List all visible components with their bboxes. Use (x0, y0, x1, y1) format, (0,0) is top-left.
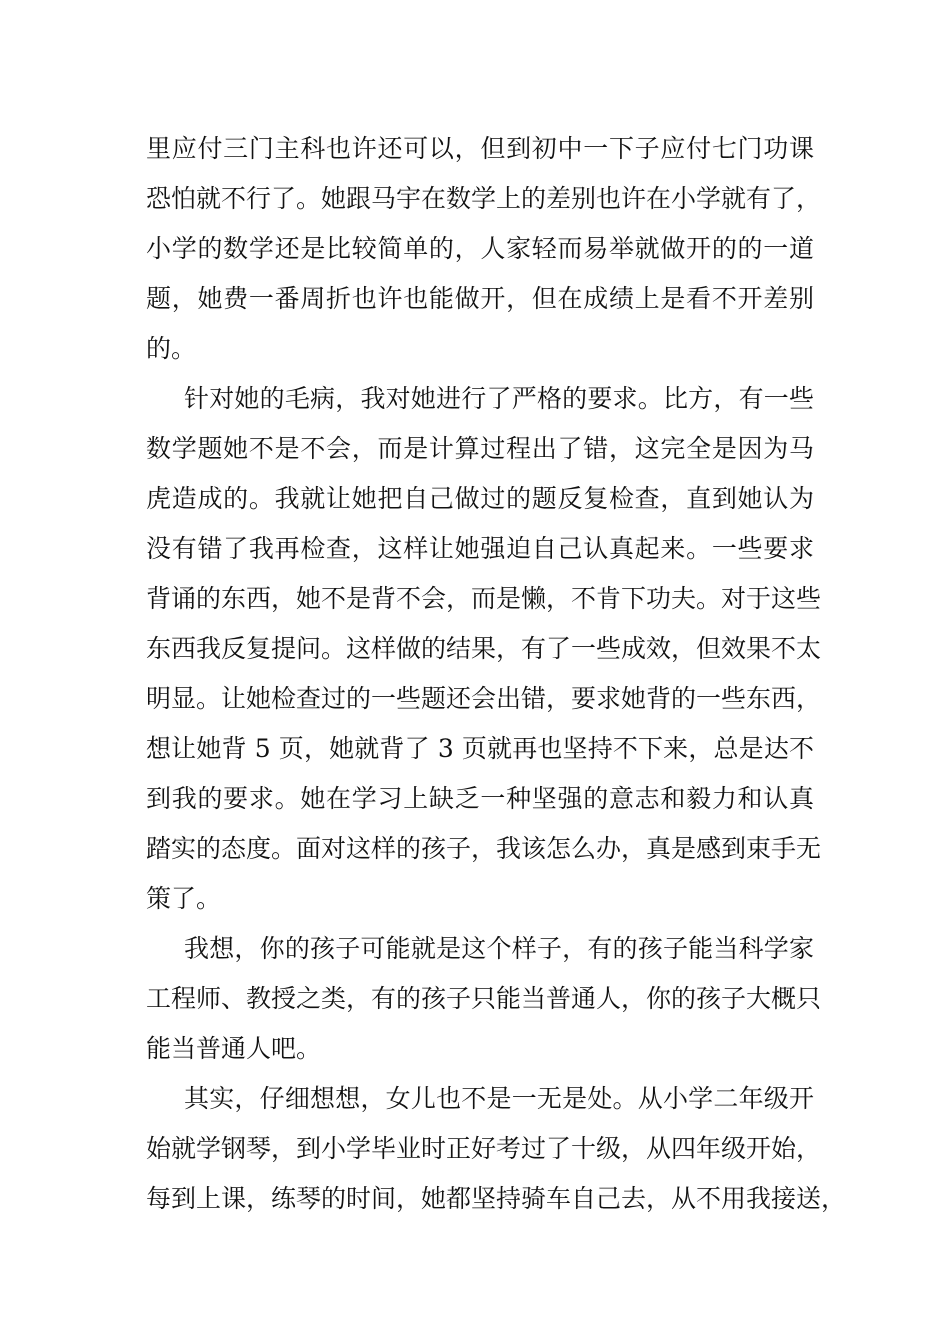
text-line: 数学题她不是不会，而是计算过程出了错，这完全是因为马 (146, 434, 814, 463)
text-line: 里应付三门主科也许还可以，但到初中一下子应付七门功课 (146, 134, 814, 163)
text-line: 明显。让她检查过的一些题还会出错，要求她背的一些东西， (146, 684, 822, 713)
text-line: 想让她背 5 页，她就背了 3 页就再也坚持不下来，总是达不 (146, 734, 814, 763)
text-line: 小学的数学还是比较简单的，人家轻而易举就做开的的一道 (146, 234, 814, 263)
text-line: 虎造成的。我就让她把自己做过的题反复检查，直到她认为 (146, 484, 814, 513)
text-line: 的。 (146, 334, 197, 363)
text-line: 没有错了我再检查，这样让她强迫自己认真起来。一些要求 (146, 534, 814, 563)
text-line: 策了。 (146, 884, 222, 913)
text-line: 东西我反复提问。这样做的结果，有了一些成效，但效果不太 (146, 634, 822, 663)
text-line: 针对她的毛病，我对她进行了严格的要求。比方，有一些 (184, 384, 814, 413)
text-line: 其实，仔细想想，女儿也不是一无是处。从小学二年级开 (184, 1084, 814, 1113)
text-line: 踏实的态度。面对这样的孩子，我该怎么办，真是感到束手无 (146, 834, 822, 863)
paragraph-4 (146, 1074, 847, 1224)
text-line: 到我的要求。她在学习上缺乏一种坚强的意志和毅力和认真 (146, 784, 814, 813)
text-line: 始就学钢琴，到小学毕业时正好考过了十级，从四年级开始， (146, 1134, 822, 1163)
text-line: 我想，你的孩子可能就是这个样子，有的孩子能当科学家 (184, 934, 814, 963)
paragraph-2 (146, 374, 822, 924)
text-line: 恐怕就不行了。她跟马宇在数学上的差别也许在小学就有了， (146, 184, 822, 213)
text-line: 能当普通人吧。 (146, 1034, 322, 1063)
text-line: 工程师、教授之类，有的孩子只能当普通人，你的孩子大概只 (146, 984, 822, 1013)
text-line: 每到上课，练琴的时间，她都坚持骑车自己去，从不用我接送， (146, 1184, 847, 1213)
text-line: 题，她费一番周折也许也能做开，但在成绩上是看不开差别 (146, 284, 814, 313)
text-line: 背诵的东西，她不是背不会，而是懒，不肯下功夫。对于这些 (146, 584, 822, 613)
document-body (146, 124, 847, 1224)
paragraph-3 (146, 924, 822, 1074)
paragraph-1 (146, 124, 822, 374)
